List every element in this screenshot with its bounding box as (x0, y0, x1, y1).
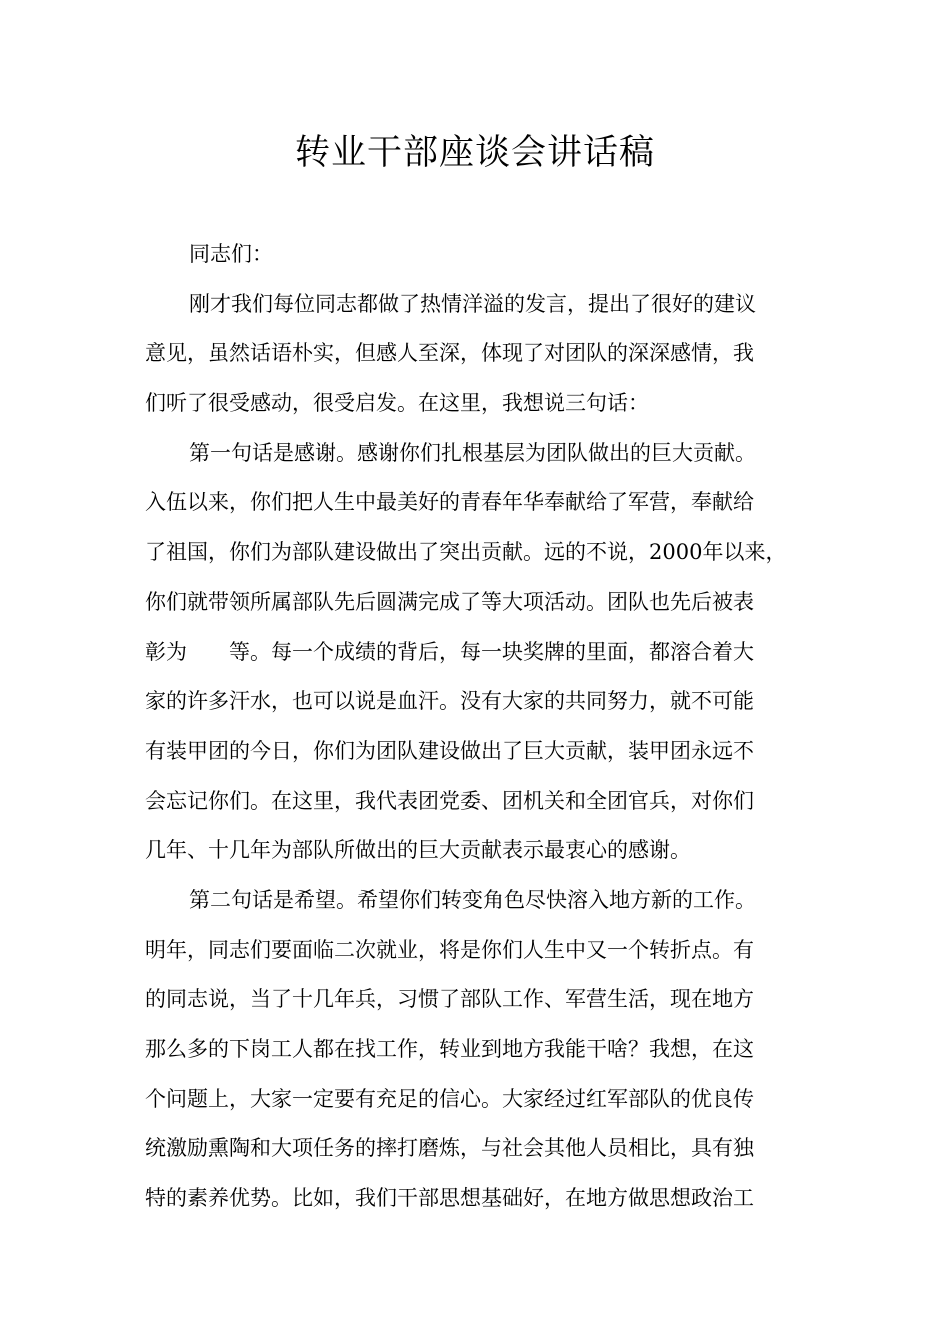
body-line: 第一句话是感谢。感谢你们扎根基层为团队做出的巨大贡献。 (189, 440, 756, 465)
document-body (145, 230, 810, 1224)
body-line: 特的素养优势。比如，我们干部思想基础好，在地方做思想政治工 (145, 1186, 754, 1211)
body-line: 意见，虽然话语朴实，但感人至深，体现了对团队的深深感情，我 (145, 341, 754, 366)
body-line: 几年、十几年为部队所做出的巨大贡献表示最衷心的感谢。 (145, 838, 691, 863)
body-line: 那么多的下岗工人都在找工作，转业到地方我能干啥？我想，在这 (145, 1037, 754, 1061)
body-line: 入伍以来，你们把人生中最美好的青春年华奉献给了军营，奉献给 (145, 490, 754, 515)
body-line: 个问题上，大家一定要有充足的信心。大家经过红军部队的优良传 (145, 1086, 754, 1111)
body-line: 刚才我们每位同志都做了热情洋溢的发言，提出了很好的建议 (189, 291, 756, 316)
body-line: 第二句话是希望。希望你们转变角色尽快溶入地方新的工作。 (189, 887, 756, 912)
body-line: 了祖国，你们为部队建设做出了突出贡献。远的不说，2000年以来， (145, 540, 787, 565)
body-line: 家的许多汗水，也可以说是血汗。没有大家的共同努力，就不可能 (145, 689, 754, 714)
body-line: 统激励熏陶和大项任务的摔打磨炼，与社会其他人员相比，具有独 (145, 1136, 754, 1161)
body-line: 你们就带领所属部队先后圆满完成了等大项活动。团队也先后被表 (145, 589, 754, 614)
body-line: 同志们： (189, 242, 273, 266)
body-line: 的同志说，当了十几年兵，习惯了部队工作、军营生活，现在地方 (145, 987, 754, 1012)
body-line: 明年，同志们要面临二次就业，将是你们人生中又一个转折点。有 (145, 937, 754, 962)
document-title: 转业干部座谈会讲话稿 (294, 133, 655, 173)
body-line: 会忘记你们。在这里，我代表团党委、团机关和全团官兵，对你们 (145, 788, 754, 813)
body-line: 们听了很受感动，很受启发。在这里，我想说三句话： (145, 391, 649, 416)
body-line: 有装甲团的今日，你们为团队建设做出了巨大贡献，装甲团永远不 (145, 738, 754, 763)
body-line: 彰为 等。每一个成绩的背后，每一块奖牌的里面，都溶合着大 (145, 639, 754, 664)
